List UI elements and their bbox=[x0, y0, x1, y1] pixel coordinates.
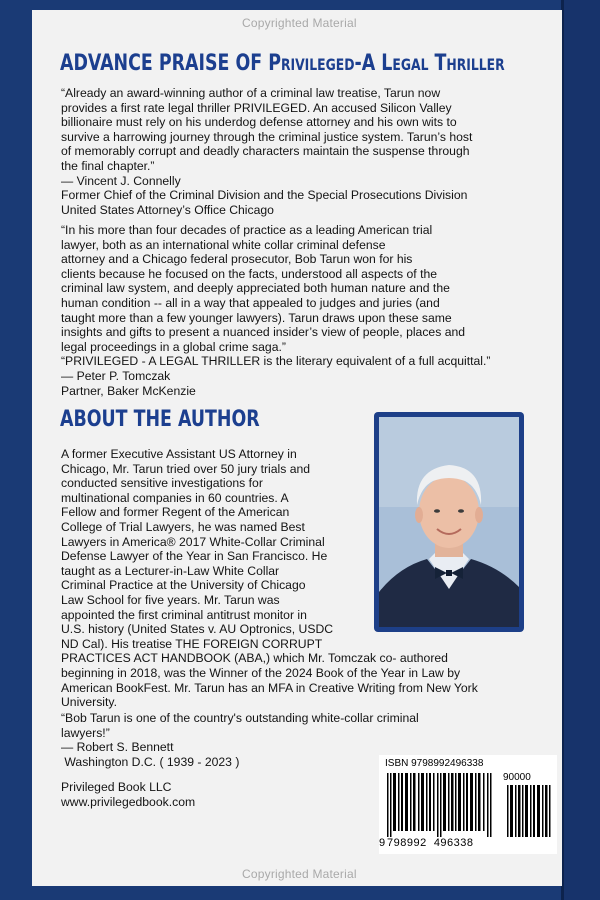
quote-line: billionaire must rely on his underdog defense attorney and his own wits to bbox=[61, 115, 457, 130]
watermark-bottom: Copyrighted Material bbox=[242, 867, 357, 881]
bio-line: Fellow and former Regent of the American bbox=[61, 505, 290, 520]
author-photo bbox=[379, 417, 519, 627]
attribution-title: Partner, Baker McKenzie bbox=[61, 383, 196, 398]
quote-line: taught more than a few younger lawyers). Tarun draws upon these same bbox=[61, 310, 452, 325]
quote-line: clients because he focused on the facts, understood all aspects of the bbox=[61, 266, 438, 281]
quote-line: provides a first rate legal thriller PRIVILEGED. An accused Silicon Valley bbox=[61, 100, 452, 115]
quote-line: lawyer, both as an international white collar criminal defense bbox=[61, 237, 386, 252]
bio-line: Law School for five years. Mr. Tarun was bbox=[61, 592, 280, 607]
quote-line: insights and gifts to present a nuanced insider’s view of people, places and bbox=[61, 325, 466, 340]
attribution-name: — Vincent J. Connelly bbox=[61, 173, 181, 188]
quote-line: the final chapter.” bbox=[61, 158, 155, 173]
bio-line: Criminal Practice at the University of Chicago bbox=[61, 578, 306, 593]
bio-line: American BookFest. Mr. Tarun has an MFA in Creative Writing from New York bbox=[61, 680, 478, 695]
quote-line: survive a harrowing journey through the criminal justice system. Tarun’s host bbox=[61, 129, 473, 144]
bio-line: beginning in 2018, was the Winner of the 2024 Book of the Year in Law by bbox=[61, 665, 461, 680]
quote-line: criminal law system, and deeply appreciated both human nature and the bbox=[61, 281, 450, 296]
praise-heading-title: Privileged-A Legal Thriller bbox=[268, 50, 505, 76]
quote-line: of memorably corrupt and deadly characters maintain the suspense through bbox=[61, 144, 470, 159]
attribution-name: — Peter P. Tomczak bbox=[61, 368, 171, 383]
isbn-label: ISBN 9798992496338 bbox=[385, 758, 484, 769]
quote-line: lawyers!” bbox=[61, 725, 110, 740]
book-spine bbox=[564, 0, 600, 900]
publisher-website: www.privilegedbook.com bbox=[61, 794, 196, 809]
back-cover-page bbox=[32, 10, 562, 886]
praise-quote-2 bbox=[61, 223, 490, 398]
price-code: 90000 bbox=[503, 772, 531, 783]
bio-line: Defense Lawyer of the Year in San Francisco. He bbox=[61, 549, 328, 564]
praise-heading-main: ADVANCE PRAISE OF bbox=[60, 50, 269, 76]
publisher-name: Privileged Book LLC bbox=[61, 780, 172, 794]
attribution-title: Former Chief of the Criminal Division and the Special Prosecutions Division bbox=[61, 188, 468, 203]
bio-line: ND Cal). His treatise THE FOREIGN CORRUPT bbox=[61, 636, 323, 651]
author-quote bbox=[61, 711, 419, 769]
quote-line: “PRIVILEGED - A LEGAL THRILLER is the literary equivalent of a full acquittal.” bbox=[61, 354, 491, 369]
bio-line: University. bbox=[61, 695, 117, 710]
attribution-org: United States Attorney’s Office Chicago bbox=[61, 202, 274, 217]
bio-line: Chicago, Mr. Tarun tried over 50 jury trials and bbox=[61, 461, 311, 476]
ean-bars bbox=[387, 773, 495, 837]
isbn-lead-digit: 9 bbox=[379, 837, 386, 849]
praise-heading bbox=[60, 50, 505, 76]
attribution-location: Washington D.C. ( 1939 - 2023 ) bbox=[61, 754, 240, 769]
bio-line: taught as a Lecturer-in-Law White Collar bbox=[61, 563, 280, 578]
bio-line: PRACTICES ACT HANDBOOK (ABA,) which Mr. Tomczak co- authored bbox=[61, 651, 448, 666]
quote-line: human condition -- all in a way that appealed to judges and juries (and bbox=[61, 295, 440, 310]
quote-line: attorney and a Chicago federal prosecutor, Bob Tarun won for his bbox=[61, 252, 413, 267]
quote-line: “Already an award-winning author of a criminal law treatise, Tarun now bbox=[61, 86, 441, 100]
bio-line: College of Trial Lawyers, he was named Best bbox=[61, 519, 305, 534]
bio-line: A former Executive Assistant US Attorney in bbox=[61, 447, 297, 461]
bio-line: multinational companies in 60 countries. A bbox=[61, 490, 289, 505]
attribution-name: — Robert S. Bennett bbox=[61, 740, 174, 755]
quote-line: legal proceedings in a global crime saga.” bbox=[61, 339, 286, 354]
author-portrait-illustration bbox=[379, 417, 519, 627]
isbn-barcode bbox=[379, 755, 557, 854]
isbn-digits: 798992 496338 bbox=[387, 837, 474, 849]
publisher-info bbox=[61, 780, 195, 809]
quote-line: “In his more than four decades of practice as a leading American trial bbox=[61, 223, 433, 237]
bio-line: U.S. history (United States v. AU Optronics, USDC bbox=[61, 622, 334, 637]
quote-line: “Bob Tarun is one of the country's outstanding white-collar criminal bbox=[61, 711, 419, 725]
praise-quote-1 bbox=[61, 86, 472, 217]
watermark-top: Copyrighted Material bbox=[242, 16, 357, 30]
bio-line: conducted sensitive investigations for bbox=[61, 476, 263, 491]
addon-bars bbox=[507, 785, 551, 837]
bio-line: appointed the first criminal antitrust monitor in bbox=[61, 607, 307, 622]
about-heading: ABOUT THE AUTHOR bbox=[60, 406, 260, 432]
author-photo-frame bbox=[374, 412, 524, 632]
bio-line: Lawyers in America® 2017 White-Collar Criminal bbox=[61, 534, 325, 549]
